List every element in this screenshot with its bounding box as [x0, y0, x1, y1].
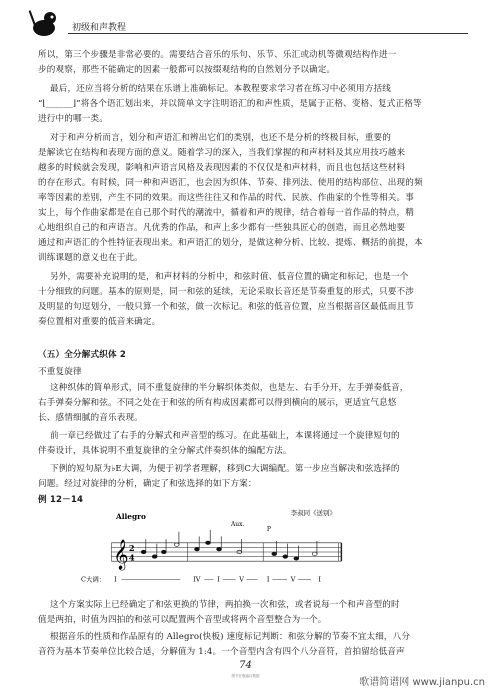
section-line-2: 右手弹奏分解和弦。不同之处在于和弦的所有构成因素都可以得到横向的展示，更适宜气息悠 — [38, 398, 397, 408]
section-line-4: 前一章已经做过了右手的分解式和声音型的练习。在此基础上，本课将通过一个旋律短句的 — [50, 431, 400, 441]
page-subcaption: 图书在版编目数据 — [231, 674, 260, 678]
chord-labels — [81, 574, 321, 583]
paragraph-4-line-1: 另外，需要补充说明的是，和声材料的分析中，和弦时值、低音位置的确定和标记，也是一个 — [50, 272, 409, 282]
page-number: 74 — [239, 660, 252, 671]
paragraph-4-line-4: 奏位置相对重要的低音来确定。 — [38, 317, 161, 327]
paragraph-1-line-1: 所以，第三个步骤是非常必要的。需要结合音乐的乐句、乐节、乐汇或动机等微观结构作进一 — [38, 50, 397, 60]
note-1 — [141, 550, 146, 553]
melody-notes — [141, 530, 317, 560]
paragraph-2-line-2: “⌊______⌋”将各个语汇划出来，并以简单文字注明语汇的和声性质，是属于正格、变格、复式正格等 — [38, 99, 422, 109]
note-10 — [283, 555, 288, 558]
key-label: C大调： — [81, 575, 106, 584]
paragraph-3-line-3: 越多的时候就会发现，影响和声语言风格及表现因素的不仅仅是和声材料，而且也包括这些材料 — [38, 163, 406, 173]
note-5 — [195, 547, 200, 550]
page-header — [28, 8, 468, 38]
example-label: 例 12－14 — [38, 495, 84, 505]
paragraph-3-line-2: 是解读它在结构和表现方面的意义。随着学习的深入，当我们掌握的和声材料及其应用技巧越来 — [38, 148, 406, 158]
aux-marking: Aux. — [231, 521, 245, 529]
section-line-5: 伴奏设计，具体说明不重复旋律的全分解式伴奏织体的编配方法。 — [38, 446, 292, 456]
note-9 — [272, 552, 277, 555]
after-line-1: 这个方案实际上已经确定了和弦更换的节律，两拍换一次和弦，或者说每一个和声音型的时 — [50, 600, 400, 610]
paragraph-2-line-3: 进行中的哪一类。 — [38, 114, 108, 124]
section-subheading: 不重复旋律 — [38, 367, 82, 377]
section-line-3: 长、感情细腻的音乐表现。 — [38, 413, 143, 423]
chord-3: I — [217, 575, 220, 584]
paragraph-3-line-1: 对于和声分析而言，划分和声语汇和辨出它们的类别，也还不是分析的终极目标，重要的 — [50, 133, 392, 143]
paragraph-3-line-9: 训练课题的意义也在于此。 — [38, 253, 143, 263]
musician-logo-icon — [28, 8, 62, 38]
final-line-2: 音符为基本节奏单位比较合适，分解值为 1:4。一个音型内含有四个八分音符，首拍留给低音声 — [38, 647, 405, 657]
time-signature — [129, 543, 135, 562]
paragraph-4-line-2: 十分细致的问题。基本的原则是，同一和弦的延续，无论采取长音还是节奏重复的形式，只要不涉 — [38, 287, 414, 297]
treble-clef-icon: 𝄞 — [113, 540, 129, 571]
chord-1: I — [114, 575, 117, 584]
watermark: 歌谱简谱网 www.jianpu.cn — [359, 677, 485, 688]
paragraph-3-line-8: 通过和声语汇的个性特征表现出来。和声语汇的划分，是做这种分析、比较、提炼、概括的前提，本 — [38, 238, 423, 248]
music-score — [38, 506, 378, 598]
p-marking: P — [266, 525, 271, 533]
paragraph-2-line-1: 最后，还应当将分析的结果在乐谱上准确标记。本教程要求学习者在练习中必须用方括线 — [50, 84, 392, 94]
paragraph-3-line-7: 心地组织自己的和声语言。凡优秀的作品，和声上多少都有一些独具匠心的创造，而且必然地要 — [38, 223, 406, 233]
paragraph-3-line-4: 的存在形式。有时候，同一种和声语汇，也会因为织体、节奏、排列法、使用的结构部位、出现的频 — [38, 178, 423, 188]
chord-6: V — [290, 575, 296, 584]
note-7 — [217, 547, 222, 550]
section-heading: （五）全分解式织体 2 — [38, 350, 126, 360]
score-attribution: 李叔同《送别》 — [290, 509, 336, 518]
chord-2: IV — [193, 575, 201, 584]
svg-text:2: 2 — [128, 543, 135, 554]
note-6 — [206, 541, 211, 544]
note-3 — [161, 550, 166, 553]
header-title: 初级和声教程 — [72, 23, 127, 33]
note-2 — [152, 555, 157, 558]
note-11 — [294, 557, 299, 560]
paragraph-3-line-5: 率等因素的差别，产生不同的效果。而这些往往又和作品的时代、民族、作曲家的个性等相关。事 — [38, 193, 414, 203]
paragraph-1-line-2: 步的观察，那些不能确定的因素一般都可以按缀观结构的自然划分予以确定。 — [38, 65, 336, 75]
after-line-2: 值是两拍，时值为四拍的和弦可以配置两个音型或将两个音型整合为一个。 — [38, 615, 327, 625]
paragraph-4-line-3: 及明显的句逗划分，一般只算一个和弦，做一次标记。和弦的低音位置，应当根据音区最低而且节 — [38, 302, 414, 312]
section-line-7: 问题。经过对旋律的分析，确定了和弦选择的如下方案： — [38, 479, 257, 489]
chord-7: I — [318, 575, 321, 584]
note-12 — [312, 552, 317, 555]
chord-5: I — [266, 575, 270, 584]
section-line-6: 下例的短句原为♭E大调，为便于初学者理解，移到C大调编配。第一步应当解决和弦选择的 — [50, 464, 400, 474]
paragraph-3-line-6: 实上，每个作曲家都是在自己那个时代的潮流中，循着和声的规律，结合着每一首作品的特点，精 — [38, 208, 414, 218]
note-4 — [174, 543, 179, 546]
section-line-1: 这种织体的简单形式，同不重复旋律的半分解织体类似，也是左、右手分开，左手弹奏低音， — [50, 383, 409, 393]
header-rule — [68, 33, 468, 34]
chord-4: V — [239, 575, 244, 584]
tempo-marking: Allegro — [116, 511, 146, 521]
final-line-1: 根据音乐的性质和作品原有的 Allegro(快板) 速度标记判断：和弦分解的节奏不宜太细，八分 — [50, 632, 411, 642]
svg-text:4: 4 — [128, 552, 135, 563]
